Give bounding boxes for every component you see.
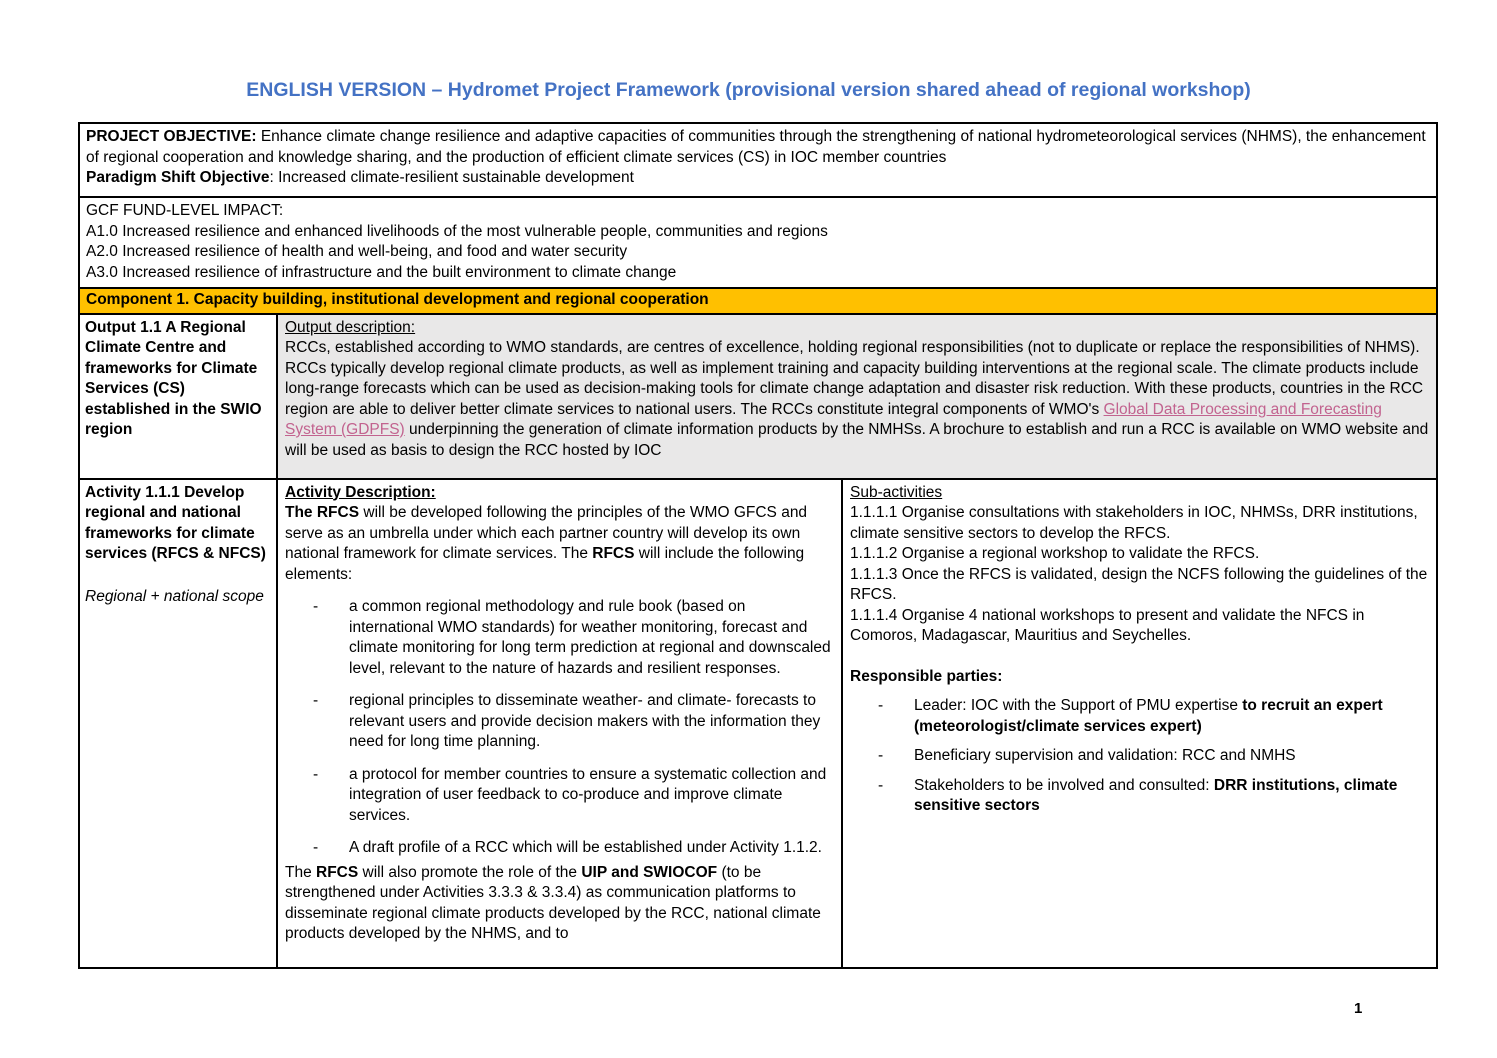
sub-activity-item: 1.1.1.2 Organise a regional workshop to validate the RFCS. <box>850 545 1260 562</box>
output-description-heading: Output description: <box>285 318 416 336</box>
paradigm-shift-label: Paradigm Shift Objective <box>86 169 270 186</box>
sub-activities-cell <box>843 480 1436 967</box>
output-1-1-description-cell <box>278 315 1436 478</box>
project-objective-text: PROJECT OBJECTIVE: Enhance climate change resilience and adaptive capacities of communities through the strengthening of national hydrometeorological services (NHMS), the enhancement of regional cooperation and knowledge sharing, and the production of efficient climate services (CS) in IOC member countries <box>86 128 1426 166</box>
output-description-text: RCCs, established according to WMO standards, are centres of excellence, holding regional responsibilities (not to duplicate or replace the responsibilities of NHMS). RCCs typically develop regional climate products, as well as implement training and capacity building interventions at the regional scale. The climate products include long-range forecasts which can be used as decision-making tools for climate change adaptation and disaster risk reduction. With these products, countries in the RCC region are able to deliver better climate services to national users. The RCCs constitute integral components of WMO's Global Data Processing and Forecasting System (GDPFS) underpinning the generation of climate information products by the NMHSs. A brochure to establish and run a RCC is available on WMO website and will be used as basis to design the RCC hosted by IOC <box>285 339 1429 459</box>
responsible-party-item: - Leader: IOC with the Support of PMU expertise to recruit an expert (meteorologist/climate services expert) <box>878 696 1429 737</box>
dash-bullet-marker <box>878 746 914 767</box>
activity-description-heading: Activity Description: <box>285 483 436 501</box>
activity-1-1-1-row <box>80 478 1436 967</box>
sub-activities-heading: Sub-activities <box>850 483 943 501</box>
activity-bullet: - regional principles to disseminate weather- and climate- forecasts to relevant users and provide decision makers with the information they need for long time planning. <box>313 691 834 753</box>
sub-activity-item: 1.1.1.3 Once the RFCS is validated, design the NCFS following the guidelines of the RFCS. <box>850 565 1428 603</box>
project-objective-label: PROJECT OBJECTIVE: <box>86 128 257 145</box>
activity-description-outro: The RFCS will also promote the role of the UIP and SWIOCOF (to be strengthened under Activities 3.3.3 & 3.3.4) as communication platforms to disseminate regional climate products developed by the RCC, national climate products developed by the NHMS, and to <box>285 863 821 942</box>
dash-bullet-marker <box>313 597 349 679</box>
activity-description-intro: The RFCS will be developed following the principles of the WMO GFCS and serve as an umbrella under which each partner country will develop its own national framework for climate services. The RFCS will include the following elements: <box>285 504 808 583</box>
dash-bullet-marker <box>313 765 349 827</box>
activity-bullet: - a common regional methodology and rule book (based on international WMO standards) for weather monitoring, forecast and climate monitoring for long term prediction at regional and downscaled level, relevant to the nature of hazards and resilient responses. <box>313 597 834 679</box>
sub-activity-item: 1.1.1.4 Organise 4 national workshops to present and validate the NFCS in Comoros, Madagascar, Mauritius and Seychelles. <box>850 606 1365 644</box>
gcf-impact-item: A3.0 Increased resilience of infrastructure and the built environment to climate change <box>86 263 677 281</box>
dash-bullet-marker <box>313 691 349 753</box>
paradigm-shift-line: Paradigm Shift Objective: Increased climate-resilient sustainable development <box>86 169 634 186</box>
framework-table <box>78 122 1438 969</box>
dash-bullet-marker <box>313 838 349 859</box>
component-1-heading: Component 1. Capacity building, institutional development and regional cooperation <box>86 291 709 308</box>
responsible-party-item: - Beneficiary supervision and validation: RCC and NMHS <box>878 746 1429 767</box>
activity-1-1-1-title-cell <box>80 480 278 967</box>
responsible-parties-heading: Responsible parties: <box>850 667 1003 685</box>
page-number: 1 <box>1354 1000 1363 1017</box>
activity-bullet: - A draft profile of a RCC which will be established under Activity 1.1.2. <box>313 838 834 859</box>
output-1-1-row <box>80 313 1436 478</box>
page-title: ENGLISH VERSION – Hydromet Project Framework (provisional version shared ahead of regional workshop) <box>246 79 1251 101</box>
activity-bullet: - a protocol for member countries to ensure a systematic collection and integration of user feedback to co-produce and improve climate services. <box>313 765 834 827</box>
activity-description-cell <box>278 480 843 967</box>
gcf-impact-row <box>80 196 1436 287</box>
gcf-impact-item: A1.0 Increased resilience and enhanced livelihoods of the most vulnerable people, communities and regions <box>86 222 828 240</box>
dash-bullet-marker <box>878 776 914 817</box>
gcf-impact-item: A2.0 Increased resilience of health and well-being, and food and water security <box>86 243 628 260</box>
dash-bullet-marker <box>878 696 914 737</box>
sub-activity-item: 1.1.1.1 Organise consultations with stakeholders in IOC, NHMSs, DRR institutions, climate sensitive sectors to develop the RFCS. <box>850 504 1418 542</box>
project-objective-row <box>80 124 1436 196</box>
gdpfs-link[interactable]: Global Data Processing and Forecasting System (GDPFS) <box>285 400 1382 438</box>
output-1-1-title-cell: Output 1.1 A Regional Climate Centre and frameworks for Climate Services (CS) established in the SWIO region <box>80 315 278 478</box>
responsible-party-item: - Stakeholders to be involved and consulted: DRR institutions, climate sensitive sectors <box>878 776 1429 817</box>
component-1-header-row <box>80 287 1436 313</box>
gcf-impact-heading: GCF FUND-LEVEL IMPACT: <box>86 202 284 219</box>
activity-scope-note: Regional + national scope <box>85 587 264 605</box>
activity-1-1-1-title: Activity 1.1.1 Develop regional and national frameworks for climate services (RFCS & NFCS) <box>85 483 266 562</box>
